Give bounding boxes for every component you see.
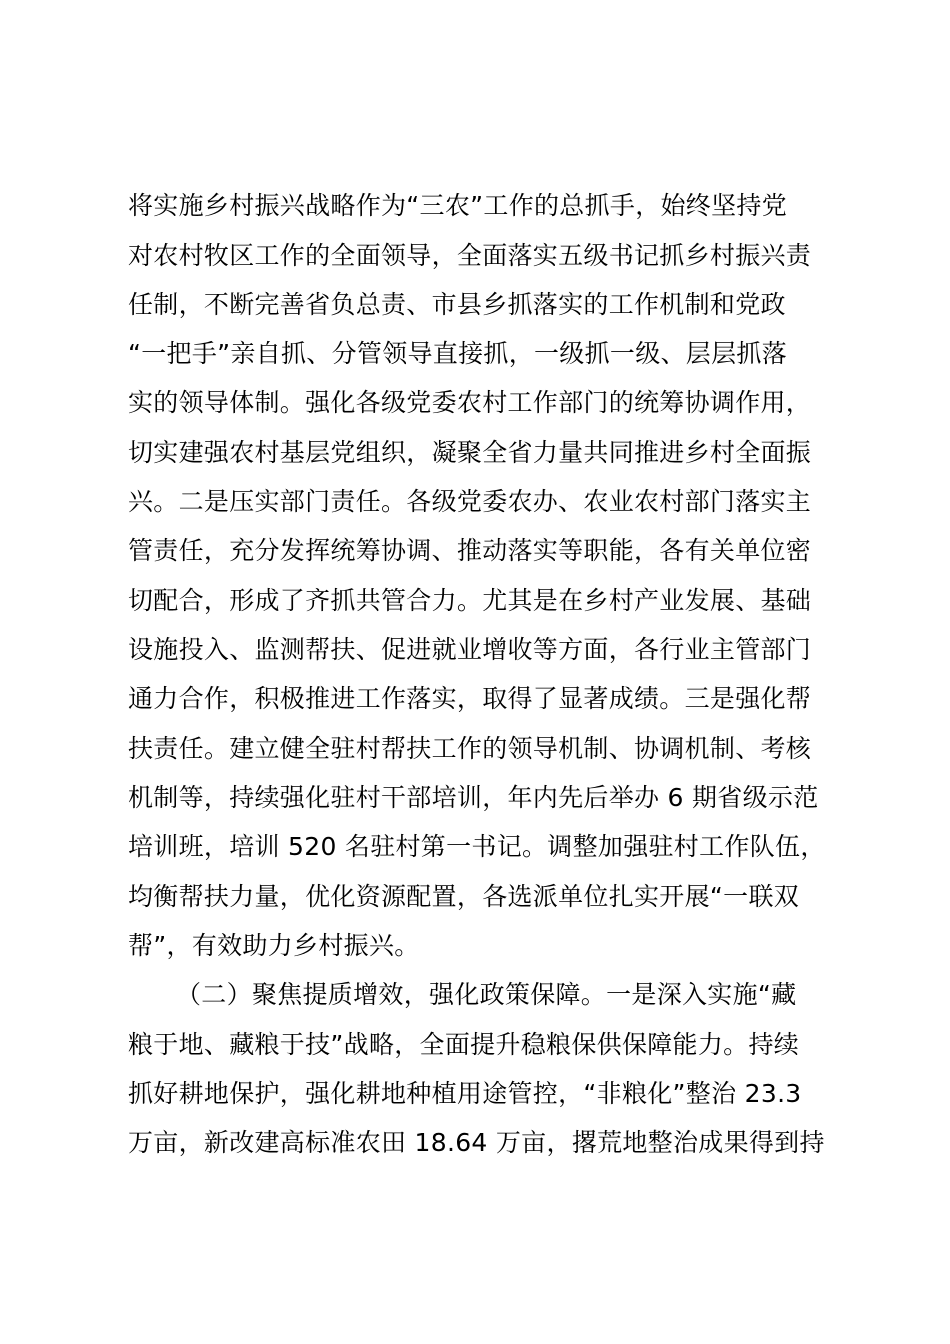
paragraph-line: 粮于地、藏粮于技”战略，全面提升稳粮保供保障能力。持续: [128, 1030, 800, 1059]
paragraph-line: 对农村牧区工作的全面领导，全面落实五级书记抓乡村振兴责: [128, 241, 812, 270]
paragraph-line: 任制，不断完善省负总责、市县乡抓落实的工作机制和党政: [128, 290, 786, 319]
paragraph-line: 通力合作，积极推进工作落实，取得了显著成绩。三是强化帮: [128, 684, 812, 713]
section-heading-line: （二）聚焦提质增效，强化政策保障。一是深入实施“藏: [176, 980, 797, 1009]
paragraph-line: 将实施乡村振兴战略作为“三农”工作的总抓手，始终坚持党: [128, 191, 788, 220]
paragraph-line: 抓好耕地保护，强化耕地种植用途管控，“非粮化”整治 23.3: [128, 1079, 802, 1108]
paragraph-line: 管责任，充分发挥统筹协调、推动落实等职能，各有关单位密: [128, 536, 812, 565]
paragraph-line: 实的领导体制。强化各级党委农村工作部门的统筹协调作用，: [128, 388, 812, 417]
paragraph-line: 培训班，培训 520 名驻村第一书记。调整加强驻村工作队伍，: [128, 832, 826, 861]
paragraph-line: 机制等，持续强化驻村干部培训，年内先后举办 6 期省级示范: [128, 783, 819, 812]
paragraph-line: 切实建强农村基层党组织，凝聚全省力量共同推进乡村全面振: [128, 438, 812, 467]
paragraph-line: 万亩，新改建高标准农田 18.64 万亩，撂荒地整治成果得到持: [128, 1128, 825, 1157]
paragraph-line: 设施投入、监测帮扶、促进就业增收等方面，各行业主管部门: [128, 635, 812, 664]
paragraph-line: 扶责任。建立健全驻村帮扶工作的领导机制、协调机制、考核: [128, 734, 812, 763]
paragraph-line: 兴。二是压实部门责任。各级党委农办、农业农村部门落实主: [128, 487, 812, 516]
paragraph-line: 均衡帮扶力量，优化资源配置，各选派单位扎实开展“一联双: [128, 882, 800, 911]
paragraph-line: 帮”，有效助力乡村振兴。: [128, 931, 420, 960]
paragraph-line: “一把手”亲自抓、分管领导直接抓，一级抓一级、层层抓落: [128, 339, 788, 368]
paragraph-line: 切配合，形成了齐抓共管合力。尤其是在乡村产业发展、基础: [128, 586, 812, 615]
